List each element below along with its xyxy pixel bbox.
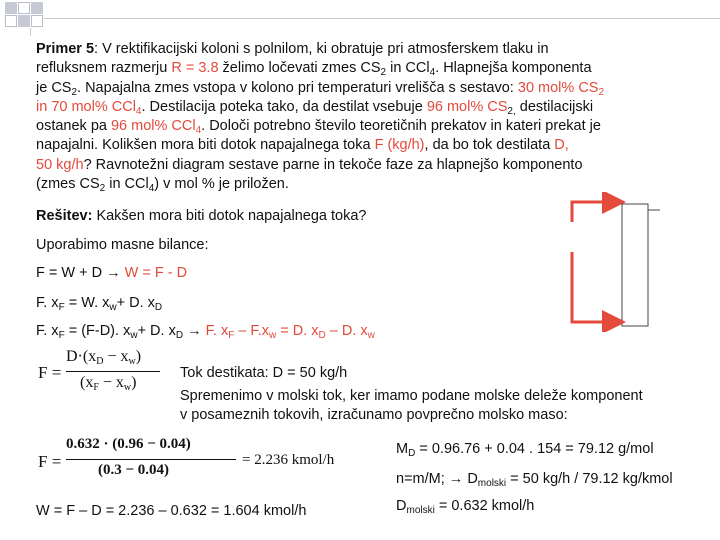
- text: = D. x: [276, 323, 319, 339]
- subscript: D: [96, 356, 104, 367]
- reflux-ratio: R = 3.8: [171, 60, 219, 77]
- distillate-label: D,: [554, 137, 569, 154]
- arrow-icon: →: [187, 323, 202, 339]
- text: = 50 kg/h / 79.12 kg/kmol: [506, 471, 673, 487]
- deco-square: [31, 2, 43, 14]
- subscript: 4: [135, 105, 142, 117]
- text: : V rektifikacijski koloni s polnilom, ki obratuje pri atmosferskem tlaku in: [94, 41, 549, 57]
- text: . Določi potrebno število teoretičnih prekatov in kateri prekat je: [201, 118, 601, 135]
- text: = 0.632 kmol/h: [434, 498, 535, 514]
- text: želimo ločevati zmes CS: [218, 60, 381, 77]
- text: D·(x: [66, 348, 97, 365]
- arrow-icon: →: [106, 265, 121, 281]
- feed-composition: 30 mol% CS: [517, 79, 599, 96]
- text: ) v mol % je priložen.: [154, 176, 289, 193]
- problem-line: [36, 40, 676, 59]
- arrow-icon: →: [448, 471, 468, 487]
- text: . Napajalna zmes vstopa v kolono pri temperaturi vrelišča s sestavo:: [77, 79, 518, 96]
- conversion-text: Spremenimo v molski tok, ker imamo podane molske deleže komponent: [180, 388, 643, 404]
- deco-square: [18, 15, 30, 27]
- text: F = W + D: [36, 265, 103, 281]
- text: D: [467, 471, 478, 487]
- subscript: w: [367, 330, 375, 341]
- problem-line: [36, 136, 676, 155]
- fraction-bar: [66, 371, 160, 372]
- text: = 0.96.76 + 0.04 . 154 = 79.12 g/mol: [415, 441, 654, 457]
- subscript: w: [268, 330, 277, 341]
- distillate-composition: 96 mol% CS: [426, 98, 508, 115]
- formula-feed-numeric: [36, 436, 335, 486]
- deco-square: [31, 15, 43, 27]
- text: – F.x: [234, 323, 269, 339]
- distillate-flow-text: Tok destikata: D = 50 kg/h: [180, 365, 348, 381]
- red-arrow: [572, 202, 620, 222]
- deco-square: [5, 2, 17, 14]
- text: F. x: [36, 295, 59, 311]
- text: . Hlapnejša komponenta: [435, 60, 592, 77]
- solution-title: Rešitev:: [36, 208, 93, 224]
- subscript: D: [175, 330, 184, 341]
- molar-flow-text: [396, 470, 673, 489]
- deco-line: [30, 28, 31, 36]
- subscript: 4: [195, 125, 202, 137]
- equation-3b: [206, 323, 375, 339]
- subscript: w: [130, 330, 138, 341]
- subscript: w: [128, 356, 136, 367]
- subscript: 2: [380, 67, 387, 79]
- text: Kakšen mora biti dotok napajalnega toka?: [92, 208, 367, 224]
- subscript: F: [58, 330, 65, 341]
- text: je CS: [36, 79, 72, 96]
- text: M: [396, 441, 409, 457]
- text: + D. x: [137, 323, 176, 339]
- bottoms-composition: 96 mol% CCl: [110, 118, 196, 135]
- text: . Destilacija poteka tako, da destilat vsebuje: [141, 98, 427, 115]
- text: − x: [103, 348, 129, 365]
- formula-denominator: (0.3 − 0.04): [98, 462, 170, 478]
- problem-line: [36, 156, 676, 175]
- problem-statement: [36, 40, 676, 194]
- deco-square: [5, 15, 17, 27]
- solution-question: [36, 207, 367, 226]
- text: in CCl: [105, 176, 149, 193]
- subscript: D: [318, 330, 326, 341]
- problem-line: [36, 98, 676, 117]
- bottoms-result: W = F – D = 2.236 – 0.632 = 1.604 kmol/h: [36, 503, 307, 519]
- text: ? Ravnotežni diagram sestave parne in tekoče faze za hlapnejšo komponento: [83, 156, 583, 173]
- problem-title: Primer 5: [36, 41, 95, 57]
- subscript: molski: [477, 478, 507, 489]
- feed-flow-unit: F (kg/h): [374, 137, 425, 154]
- formula-lhs: F =: [38, 363, 62, 382]
- text: = (F-D). x: [64, 323, 131, 339]
- text: D: [396, 498, 407, 514]
- formula-numerator: $D\cdot(x_D - x_w)$: [66, 348, 142, 367]
- text: F. x: [36, 323, 59, 339]
- subscript: 4: [429, 67, 436, 79]
- text: ostanek pa: [36, 118, 111, 135]
- subscript: 2: [598, 86, 605, 98]
- formula-feed-symbolic: [36, 347, 166, 399]
- text: in CCl: [386, 60, 430, 77]
- subscript: F: [58, 302, 65, 313]
- subscript: F: [228, 330, 235, 341]
- subscript: F: [93, 382, 99, 393]
- text: – D. x: [325, 323, 368, 339]
- subscript: 2: [99, 183, 106, 195]
- formula-numerator: 0.632 · (0.96 − 0.04): [66, 436, 191, 452]
- text: + D. x: [116, 295, 155, 311]
- text: napajalni. Kolikšen mora biti dotok napajalnega toka: [36, 137, 375, 154]
- problem-line: [36, 79, 676, 98]
- distillate-flow: 50 kg/h: [36, 156, 84, 173]
- text: F. x: [205, 323, 229, 339]
- problem-line: [36, 117, 676, 136]
- column-shape: [622, 204, 648, 326]
- distillate-molar-result: [396, 497, 534, 516]
- fraction-bar: [66, 459, 236, 460]
- distillation-column-diagram: [530, 192, 720, 332]
- subscript: D: [408, 448, 416, 459]
- text: = W. x: [64, 295, 110, 311]
- red-arrow: [572, 252, 620, 322]
- text: − x: [98, 374, 124, 391]
- problem-line: [36, 59, 676, 78]
- molar-mass-text: [396, 440, 654, 459]
- subscript: 2,: [507, 105, 516, 117]
- text: destilacijski: [515, 98, 594, 115]
- formula-denominator: $(x_F - x_w)$: [80, 374, 137, 393]
- text: refluksnem razmerju: [36, 60, 172, 77]
- equation-3: [36, 322, 375, 341]
- conversion-text: v posameznih tokovih, izračunamo povprečno molsko maso:: [180, 407, 568, 423]
- text: n=m/M;: [396, 471, 449, 487]
- subscript: D: [154, 302, 163, 313]
- subscript: 2: [71, 86, 78, 98]
- subscript: molski: [406, 505, 435, 516]
- subscript: w: [109, 302, 117, 313]
- subscript: 4: [148, 183, 155, 195]
- deco-square: [18, 2, 30, 14]
- equation-2: [36, 294, 162, 313]
- deco-line: [44, 18, 720, 19]
- text: W = F - D: [124, 265, 188, 281]
- feed-composition: in 70 mol% CCl: [36, 98, 136, 115]
- formula-result: = 2.236 kmol/h: [242, 452, 335, 468]
- text: (x: [80, 374, 94, 391]
- equation-1: [36, 264, 187, 283]
- mass-balance-label: Uporabimo masne bilance:: [36, 237, 209, 253]
- formula-lhs: F =: [38, 452, 62, 471]
- text: (zmes CS: [36, 176, 100, 193]
- subscript: w: [123, 382, 132, 393]
- text: , da bo tok destilata: [424, 137, 555, 154]
